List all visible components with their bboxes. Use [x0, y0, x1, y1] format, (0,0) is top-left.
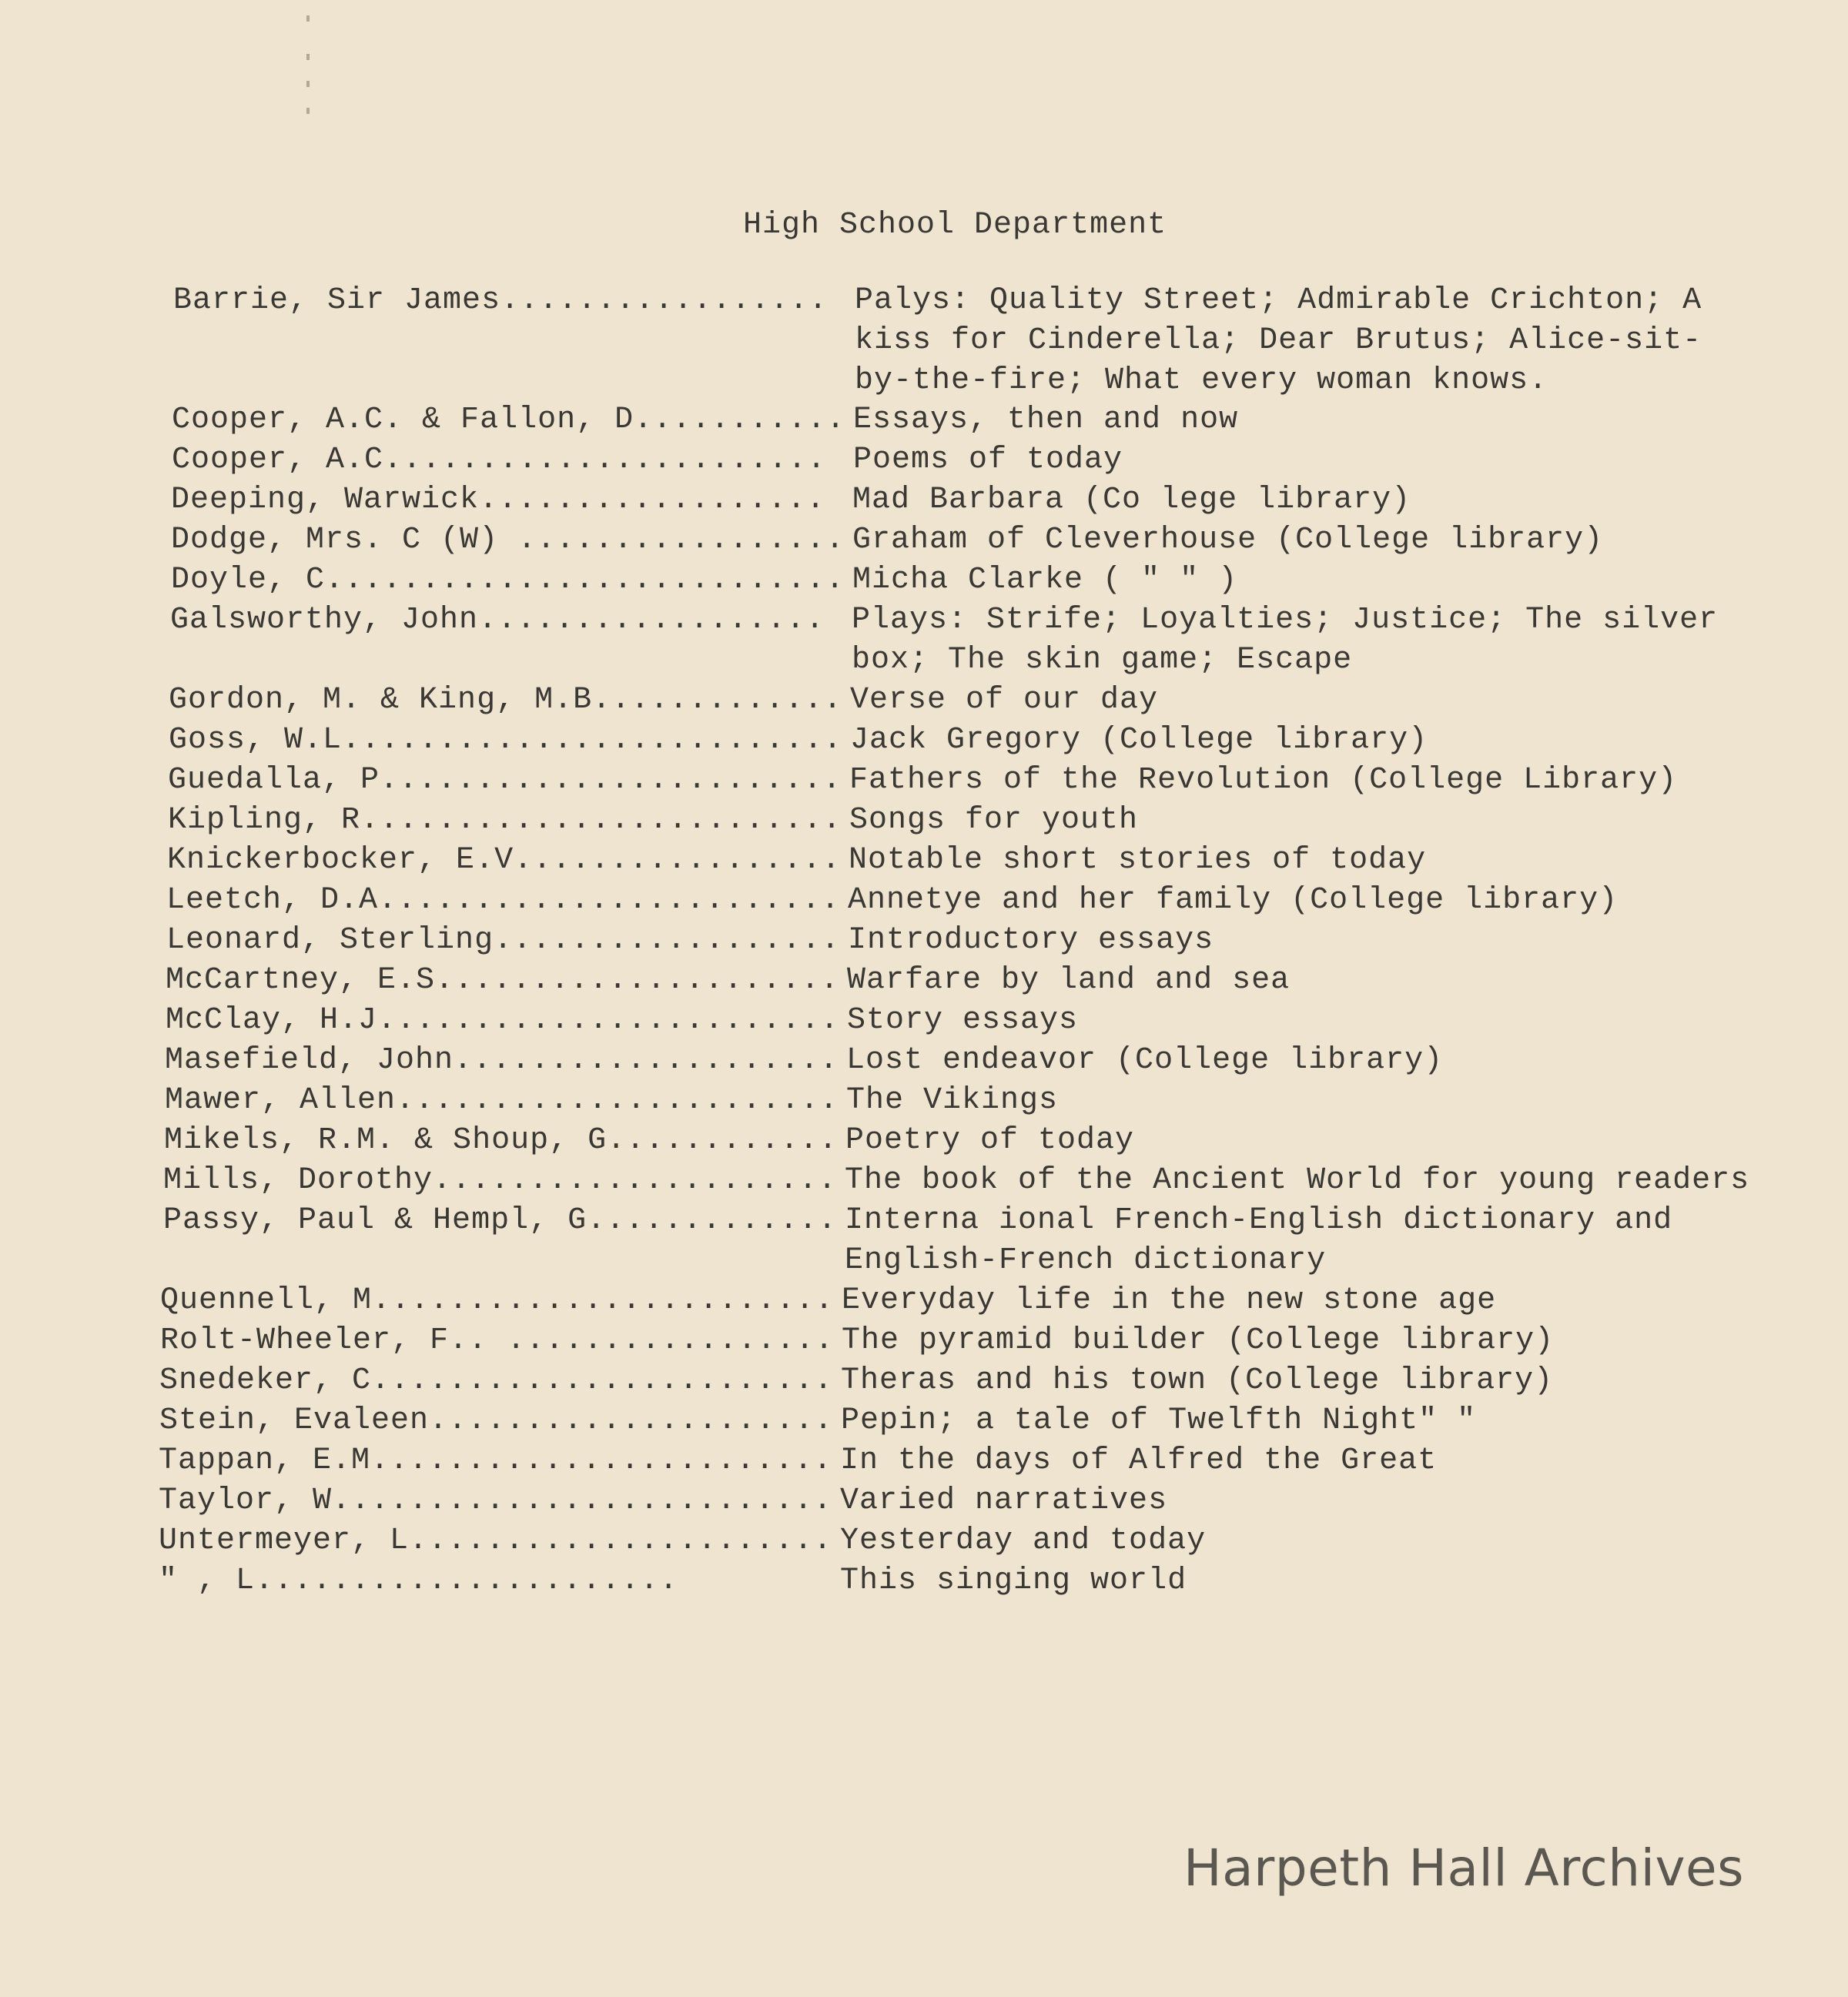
entry-author: Barrie, Sir James.................: [173, 283, 829, 318]
entry-title: Theras and his town (College library): [841, 1363, 1554, 1398]
entry-author: Doyle, C...........................: [171, 563, 845, 597]
entry-title: Warfare by land and sea: [847, 963, 1291, 998]
archive-watermark: Harpeth Hall Archives: [1183, 1838, 1744, 1898]
entry-author: Goss, W.L..........................: [169, 723, 843, 758]
entry-author: Knickerbocker, E.V.................: [167, 843, 842, 878]
entry-author: Taylor, W..........................: [159, 1484, 833, 1518]
entry-author: Gordon, M. & King, M.B.............: [169, 683, 843, 718]
entry-author: Passy, Paul & Hempl, G.............: [163, 1203, 838, 1238]
entry-title: Yesterday and today: [840, 1524, 1207, 1558]
entry-title: Micha Clarke ( " " ): [852, 563, 1238, 597]
entry-title: The pyramid builder (College library): [842, 1323, 1555, 1358]
entry-author: Cooper, A.C.......................: [172, 443, 827, 477]
entry-author: McCartney, E.S.....................: [166, 963, 840, 998]
page-heading: High School Department: [743, 208, 1167, 243]
entry-author: Quennell, M........................: [160, 1283, 835, 1318]
entry-title: Essays, then and now: [853, 403, 1239, 437]
entry-title: This singing world: [840, 1564, 1187, 1598]
entry-title: Palys: Quality Street; Admirable Crichton; A kiss for Cinderella; Dear Brutus; Alice-sit- by-the-fire; What every woman knows.: [855, 283, 1702, 398]
entry-author: Deeping, Warwick..................: [171, 483, 826, 517]
entry-title: Introductory essays: [848, 923, 1214, 958]
entry-title: Poetry of today: [845, 1123, 1135, 1158]
entry-author: Masefield, John....................: [165, 1043, 839, 1078]
entry-title: The Vikings: [846, 1083, 1059, 1118]
entry-title: Verse of our day: [850, 683, 1159, 718]
entry-title: Notable short stories of today: [849, 843, 1427, 878]
entry-author: Snedeker, C........................: [159, 1363, 834, 1398]
entry-title: Jack Gregory (College library): [850, 723, 1428, 758]
entry-title: Pepin; a tale of Twelfth Night" ": [841, 1403, 1477, 1438]
entry-title: Plays: Strife; Loyalties; Justice; The silver box; The skin game; Escape: [852, 603, 1719, 677]
entry-author: Leetch, D.A........................: [166, 883, 841, 918]
entry-author: Galsworthy, John..................: [170, 603, 825, 637]
entry-title: Varied narratives: [840, 1484, 1168, 1518]
entry-author: Leonard, Sterling..................: [166, 923, 841, 958]
staple-marks: [306, 0, 313, 123]
entry-title: Songs for youth: [849, 803, 1139, 838]
entry-author: Tappan, E.M........................: [159, 1443, 833, 1478]
entry-author: Mills, Dorothy.....................: [163, 1163, 838, 1198]
entry-title: Lost endeavor (College library): [846, 1043, 1444, 1078]
entry-title: Graham of Cleverhouse (College library): [852, 523, 1604, 557]
entry-title: Interna ional French-English dictionary and English-French dictionary: [845, 1203, 1673, 1278]
entry-author: " , L......................: [159, 1564, 679, 1598]
entry-title: Mad Barbara (Co lege library): [852, 483, 1411, 517]
entry-title: Annetye and her family (College library): [848, 883, 1619, 918]
entry-title: Everyday life in the new stone age: [842, 1283, 1497, 1318]
entry-author: Dodge, Mrs. C (W) .................: [171, 523, 845, 557]
entry-title: In the days of Alfred the Great: [840, 1443, 1438, 1478]
entry-author: Cooper, A.C. & Fallon, D...........: [172, 403, 846, 437]
entry-author: Mikels, R.M. & Shoup, G............: [164, 1123, 839, 1158]
entry-author: Untermeyer, L......................: [159, 1524, 833, 1558]
entry-author: Mawer, Allen.......................: [165, 1083, 839, 1118]
entry-title: Fathers of the Revolution (College Library): [849, 763, 1678, 798]
entry-author: Stein, Evaleen.....................: [159, 1403, 834, 1438]
entry-title: Poems of today: [853, 443, 1123, 477]
entry-author: McClay, H.J........................: [166, 1003, 840, 1038]
entry-title: The book of the Ancient World for young readers: [845, 1163, 1750, 1198]
entry-title: Story essays: [847, 1003, 1079, 1038]
entry-author: Kipling, R.........................: [168, 803, 842, 838]
entry-author: Guedalla, P........................: [168, 763, 842, 798]
entry-author: Rolt-Wheeler, F.. .................: [160, 1323, 835, 1358]
